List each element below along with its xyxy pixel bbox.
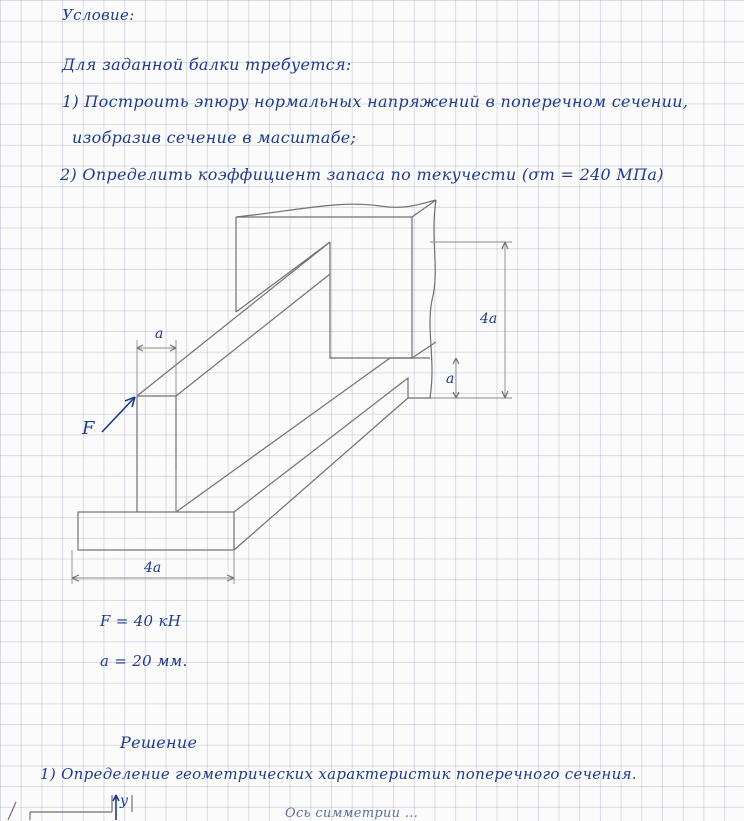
- dim-a-right-label: a: [446, 371, 455, 387]
- top-flange-outline: [236, 200, 436, 358]
- flange-diagonal-3: [234, 398, 408, 550]
- web-diagonal-front: [137, 242, 330, 396]
- dim-4a-bottom-label: 4a: [144, 560, 162, 576]
- task-2: 2) Определить коэффициент запаса по текучести (σт = 240 МПа): [60, 165, 664, 184]
- axis-y-label: y: [120, 793, 128, 809]
- task-1-line-1: 1) Построить эпюру нормальных напряжений в поперечном сечении,: [62, 92, 689, 111]
- task-1-line-2: изобразив сечение в масштабе;: [72, 128, 357, 147]
- force-arrow: [102, 397, 135, 432]
- force-label: F: [82, 418, 95, 439]
- given-a-value: a = 20 мм.: [100, 652, 188, 670]
- web-inner-edge: [236, 242, 412, 358]
- web-diagonal-back: [176, 274, 330, 396]
- break-line-top: [236, 200, 436, 217]
- dim-a-top-line: [137, 340, 176, 396]
- dim-a-top-label: a: [155, 326, 164, 342]
- solution-partial-line: Ось симметрии ...: [285, 806, 419, 821]
- given-force: F = 40 кН: [100, 612, 182, 630]
- right-end-block: [390, 358, 432, 398]
- solution-title: Решение: [120, 733, 198, 752]
- flange-diagonal-1: [176, 358, 390, 512]
- bottom-flange-front: [78, 512, 234, 550]
- solution-step-1: 1) Определение геометрических характеристик поперечного сечения.: [40, 765, 637, 783]
- dim-4a-right-line: [430, 242, 512, 398]
- dim-4a-right-label: 4a: [480, 311, 498, 327]
- condition-intro: Для заданной балки требуется:: [62, 55, 352, 74]
- web-front-face: [137, 396, 176, 512]
- flange-diagonal-2: [234, 378, 408, 512]
- break-line-right: [430, 200, 436, 398]
- condition-heading: Условие:: [62, 6, 135, 24]
- axis-y-arrow: [113, 795, 119, 820]
